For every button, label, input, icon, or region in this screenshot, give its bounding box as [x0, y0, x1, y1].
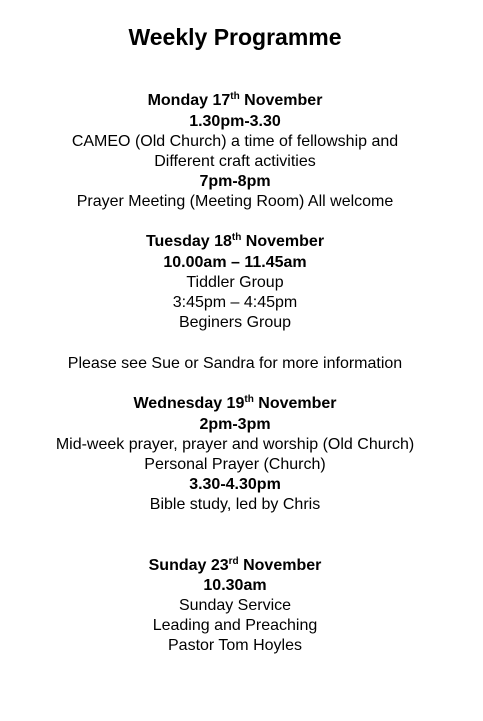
- wednesday-desc-1-line-2: Personal Prayer (Church): [144, 456, 326, 473]
- tuesday-time-2: 3:45pm – 4:45pm: [172, 294, 298, 311]
- tuesday-note: Please see Sue or Sandra for more information: [67, 355, 403, 372]
- wednesday-time-2: 3.30-4.30pm: [189, 476, 281, 493]
- tuesday-desc-1: Tiddler Group: [186, 274, 284, 291]
- wednesday-time-1: 2pm-3pm: [199, 416, 271, 433]
- sunday-desc-3: Pastor Tom Hoyles: [168, 637, 302, 654]
- sunday-desc-2: Leading and Preaching: [152, 617, 318, 634]
- tuesday-heading: [0, 232, 470, 252]
- wednesday-month: November: [253, 395, 337, 412]
- sunday-day-suffix: rd: [228, 556, 239, 567]
- monday-time-2: 7pm-8pm: [199, 173, 271, 190]
- monday-heading: [0, 91, 470, 111]
- wednesday-desc-2: Bible study, led by Chris: [149, 496, 321, 513]
- monday-time-1: 1.30pm-3.30: [189, 113, 281, 130]
- sunday-time-1: 10.30am: [203, 577, 267, 594]
- tuesday-month: November: [241, 233, 325, 250]
- wednesday-day-suffix: th: [244, 394, 254, 405]
- wednesday-desc-1-line-1: Mid-week prayer, prayer and worship (Old Church): [55, 436, 415, 453]
- tuesday-day-suffix: th: [231, 232, 242, 243]
- sunday-desc-1: Sunday Service: [178, 597, 292, 614]
- tuesday-day: Tuesday 18: [145, 233, 232, 250]
- wednesday-heading: [0, 394, 470, 414]
- monday-day: Monday 17: [147, 92, 231, 109]
- monday-month: November: [239, 92, 323, 109]
- monday-desc-1-line-1: CAMEO (Old Church) a time of fellowship and: [71, 133, 399, 150]
- tuesday-time-1: 10.00am – 11.45am: [163, 254, 307, 271]
- sunday-month: November: [238, 557, 322, 574]
- monday-desc-1-line-2: Different craft activities: [154, 153, 316, 170]
- monday-desc-2: Prayer Meeting (Meeting Room) All welcome: [76, 193, 394, 210]
- sunday-day: Sunday 23: [148, 557, 229, 574]
- sunday-heading: [0, 556, 470, 576]
- wednesday-day: Wednesday 19: [133, 395, 245, 412]
- page-title: Weekly Programme: [128, 24, 342, 50]
- tuesday-desc-2: Beginers Group: [178, 314, 292, 331]
- monday-day-suffix: th: [230, 91, 240, 102]
